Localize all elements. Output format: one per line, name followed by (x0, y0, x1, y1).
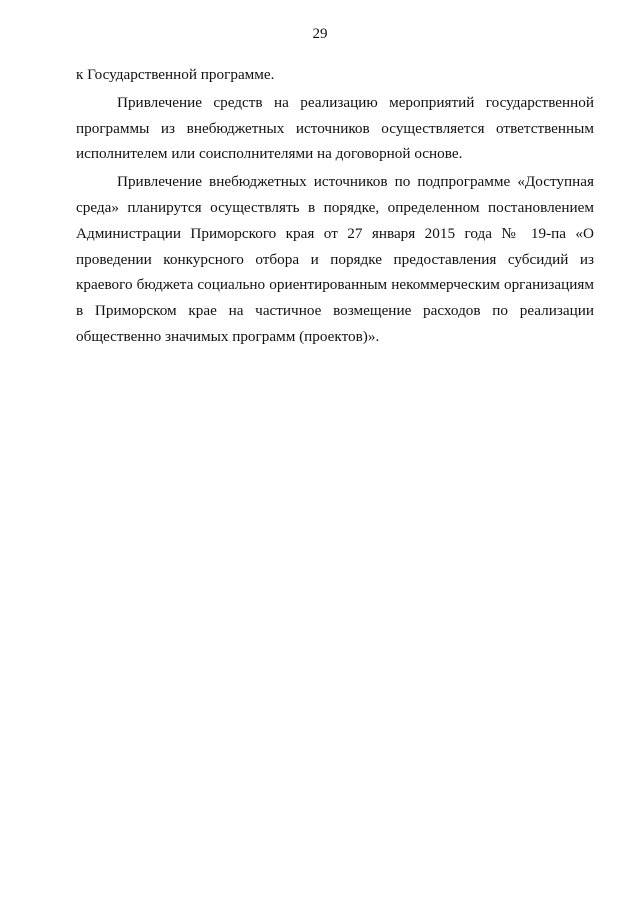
paragraph-funding-sources: Привлечение средств на реализацию мероприятий государственной программы из внебюджетных источников осуществляется ответственным исполнителем или соисполнителями на договорной основе. (76, 93, 594, 163)
paragraph-continuation: к Государственной программе. (76, 66, 275, 83)
page-number: 29 (312, 26, 328, 42)
document-body (76, 62, 594, 350)
paragraph-subprogram-accessible-environment: Привлечение внебюджетных источников по подпрограмме «Доступная среда» планирутся осуществлять в порядке, определенном постановлением Администрации Приморского края от 27 января 2015 года № 19-па «О проведении конкурсного отбора и порядке предоставления субсидий из краевого бюджета социально ориентированным некоммерческим организациям в Приморском крае на частичное возмещение расходов по реализации общественно значимых программ (проектов)». (76, 173, 594, 345)
